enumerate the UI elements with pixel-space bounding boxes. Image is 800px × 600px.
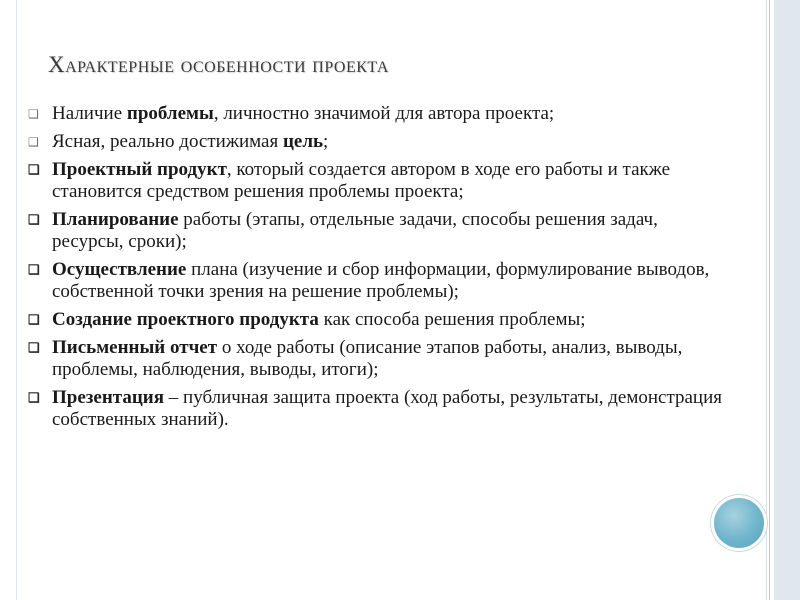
bullet-text-bold: проблемы (126, 103, 214, 124)
bullet-text-bold: Презентация (52, 387, 165, 408)
bullet-text-suffix: – публичная защита проекта (ход работы, результаты, демонстрация собственных знаний). (52, 387, 723, 430)
bullet-item (26, 337, 726, 381)
bullet-item (26, 387, 726, 431)
bullet-item (26, 159, 726, 203)
bullet-marker-icon: ❑ (28, 107, 39, 121)
bullet-marker-icon: ❑ (28, 312, 40, 327)
bullet-text-suffix: как способа решения проблемы; (318, 309, 586, 330)
right-border-line-inner (766, 0, 767, 600)
bullet-text-suffix: о ходе работы (описание этапов работы, анализ, выводы, проблемы, наблюдения, выводы, итоги); (52, 337, 683, 380)
bullet-text-suffix: , который создается автором в ходе его работы и также становится средством решения проблемы проекта; (52, 159, 671, 202)
bullet-item (26, 103, 726, 125)
bullet-text-bold: Проектный продукт (52, 159, 227, 180)
bullet-marker-icon: ❑ (28, 262, 40, 277)
bullet-text-prefix: Наличие (52, 103, 127, 124)
bullet-text-prefix: Ясная, реально достижимая (52, 131, 283, 152)
bullet-marker-icon: ❑ (28, 390, 40, 405)
bullet-item (26, 209, 726, 253)
bullet-text-bold: Планирование (52, 209, 179, 230)
bullet-marker-icon: ❑ (28, 212, 40, 227)
bullet-text-suffix: , личностно значимой для автора проекта; (213, 103, 555, 124)
bullet-text-suffix: ; (323, 131, 329, 152)
bullet-text-suffix: плана (изучение и сбор информации, формулирование выводов, собственной точки зрения на решение проблемы); (52, 259, 710, 302)
decorative-circle (714, 498, 764, 548)
bullet-marker-icon: ❑ (28, 162, 40, 177)
bullet-text-bold: цель (282, 131, 324, 152)
bullet-text-bold: Создание проектного продукта (52, 309, 319, 330)
bullet-marker-icon: ❑ (28, 135, 39, 149)
bullet-item (26, 259, 726, 303)
bullet-list (26, 103, 726, 437)
bullet-text-bold: Осуществление (52, 259, 187, 280)
slide-title: Характерные особенности проекта (48, 52, 389, 77)
bullet-text-suffix: работы (этапы, отдельные задачи, способы решения задач, ресурсы, сроки); (52, 209, 658, 252)
bullet-item (26, 309, 726, 331)
bullet-text-bold: Письменный отчет (52, 337, 218, 358)
right-decorative-band (774, 0, 800, 600)
left-border-line (16, 0, 17, 600)
bullet-item (26, 131, 726, 153)
bullet-marker-icon: ❑ (28, 340, 40, 355)
right-border-line (769, 0, 770, 600)
